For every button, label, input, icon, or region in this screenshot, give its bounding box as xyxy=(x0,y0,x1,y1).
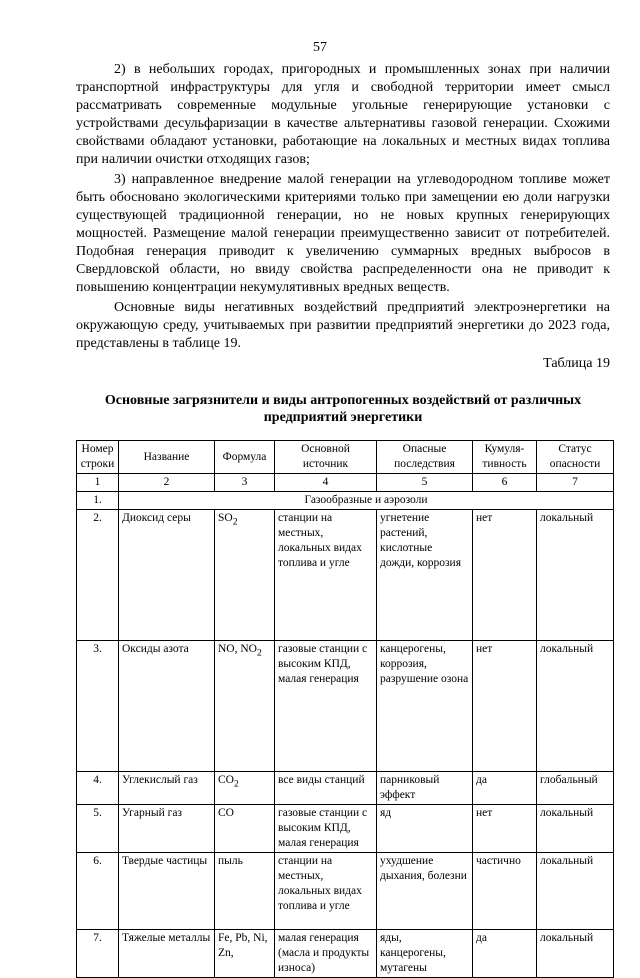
pollutant-name: Угарный газ xyxy=(119,805,215,853)
main-source: газовые станции с высоким КПД, малая генерация xyxy=(275,641,377,772)
main-source: все виды станций xyxy=(275,772,377,805)
pollutant-formula xyxy=(215,853,275,930)
column-number: 6 xyxy=(473,474,537,492)
header-cell: Кумуля-тивность xyxy=(473,441,537,474)
table-label: Таблица 19 xyxy=(543,356,610,371)
effects: яд xyxy=(377,805,473,853)
hazard-status: локальный xyxy=(537,510,614,641)
pollutant-name: Твердые частицы xyxy=(119,853,215,930)
effects: парниковый эффект xyxy=(377,772,473,805)
pollutant-formula xyxy=(215,641,275,772)
header-cell: Основной источник xyxy=(275,441,377,474)
hazard-status: глобальный xyxy=(537,772,614,805)
row-number: 7. xyxy=(77,930,119,978)
column-number: 5 xyxy=(377,474,473,492)
pollutant-formula xyxy=(215,805,275,853)
pollutant-formula xyxy=(215,510,275,641)
pollutant-formula xyxy=(215,930,275,978)
header-cell: Формула xyxy=(215,441,275,474)
hazard-status: локальный xyxy=(537,930,614,978)
column-number: 1 xyxy=(77,474,119,492)
cumulative: нет xyxy=(473,641,537,772)
formula-text: NO, NO xyxy=(218,643,257,655)
section-title: Газообразные и аэрозоли xyxy=(119,492,614,510)
formula-text: SO xyxy=(218,512,233,524)
row-number: 3. xyxy=(77,641,119,772)
header-cell: Опасные последствия xyxy=(377,441,473,474)
cumulative: да xyxy=(473,772,537,805)
column-number: 4 xyxy=(275,474,377,492)
formula-text: Fe, Pb, Ni, Zn, xyxy=(218,932,268,959)
table-row xyxy=(77,805,614,853)
formula-subscript: 2 xyxy=(233,778,239,790)
table-row xyxy=(77,853,614,930)
body-text xyxy=(76,61,610,355)
formula-text: CO xyxy=(218,807,234,819)
pollutants-table xyxy=(76,440,614,978)
main-source: газовые станции с высоким КПД, малая генерация xyxy=(275,805,377,853)
table-row xyxy=(77,510,614,641)
column-number: 7 xyxy=(537,474,614,492)
row-number: 4. xyxy=(77,772,119,805)
pollutant-name: Оксиды азота xyxy=(119,641,215,772)
header-cell: Статус опасности xyxy=(537,441,614,474)
column-number: 3 xyxy=(215,474,275,492)
formula-text: пыль xyxy=(218,855,243,867)
row-number: 1. xyxy=(77,492,119,510)
effects: канцерогены, коррозия, разрушение озона xyxy=(377,641,473,772)
pollutant-name: Диоксид серы xyxy=(119,510,215,641)
paragraph: Основные виды негативных воздействий предприятий электроэнергетики на окружающую среду, учитываемых при развитии предприятий энергетики до 2023 года, представлены в таблице 19. xyxy=(76,300,610,351)
row-number: 5. xyxy=(77,805,119,853)
hazard-status: локальный xyxy=(537,853,614,930)
pollutant-name: Тяжелые металлы xyxy=(119,930,215,978)
paragraph: 2) в небольших городах, пригородных и промышленных зонах при наличии транспортной инфраструктуры для угля и свободной территории имеет смысл рассматривать современные модульные угольные генерирующие установки с устройствами десульфаризации в качестве альтернативы газовой генерации. Схожими свойствами обладают установки, работающие на локальных и местных видах топлива при наличии очистки отходящих газов; xyxy=(76,62,610,167)
cumulative: нет xyxy=(473,510,537,641)
table-row xyxy=(77,641,614,772)
column-number: 2 xyxy=(119,474,215,492)
cumulative: нет xyxy=(473,805,537,853)
effects: угнетение растений, кислотные дожди, коррозия xyxy=(377,510,473,641)
table-caption: Основные загрязнители и виды антропогенных воздействий от различных предприятий энергетики xyxy=(104,393,582,425)
cumulative: частично xyxy=(473,853,537,930)
hazard-status: локальный xyxy=(537,805,614,853)
pollutant-formula xyxy=(215,772,275,805)
formula-subscript: 2 xyxy=(256,647,262,659)
column-number-row xyxy=(77,474,614,492)
main-source: станции на местных, локальных видах топлива и угле xyxy=(275,510,377,641)
main-source: станции на местных, локальных видах топлива и угле xyxy=(275,853,377,930)
effects: ухудшение дыхания, болезни xyxy=(377,853,473,930)
paragraph: 3) направленное внедрение малой генерации на углеводородном топливе может быть обосновано экологическими критериями только при замещении ею доли нагрузки существующей традиционной генерации, но не новых крупных генерирующих мощностей. Размещение малой генерации преимущественно зависит от потребителей. Подобная генерация приводит к увеличению суммарных вредных выбросов в Свердловской области, но ввиду свойства распределенности она не приводит к повышению концентрации некумулятивных вредных веществ. xyxy=(76,172,610,295)
formula-text: CO xyxy=(218,774,234,786)
row-number: 6. xyxy=(77,853,119,930)
pollutant-name: Углекислый газ xyxy=(119,772,215,805)
formula-subscript: 2 xyxy=(232,516,238,528)
main-source: малая генерация (масла и продукты износа) xyxy=(275,930,377,978)
cumulative: да xyxy=(473,930,537,978)
table-header-row xyxy=(77,441,614,474)
row-number: 2. xyxy=(77,510,119,641)
header-cell: Название xyxy=(119,441,215,474)
section-row xyxy=(77,492,614,510)
hazard-status: локальный xyxy=(537,641,614,772)
page-number: 57 xyxy=(313,40,327,55)
header-cell: Номер строки xyxy=(77,441,119,474)
effects: яды, канцерогены, мутагены xyxy=(377,930,473,978)
table-row xyxy=(77,930,614,978)
table-row xyxy=(77,772,614,805)
